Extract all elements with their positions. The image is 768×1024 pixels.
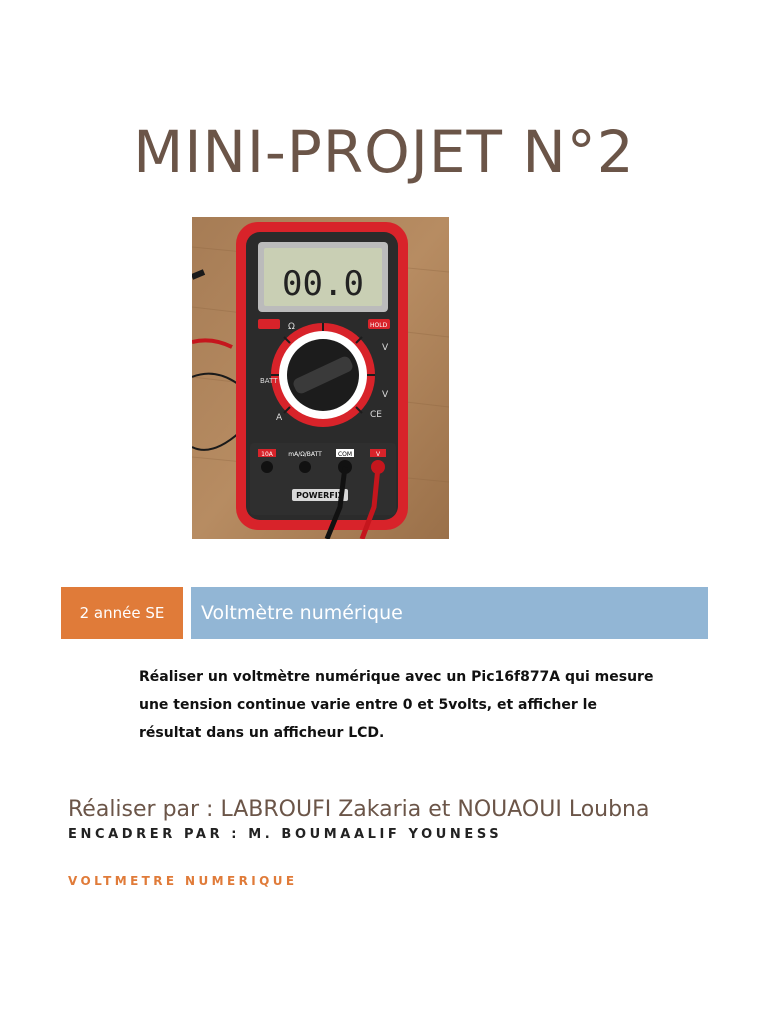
batt-label: BATT xyxy=(260,377,278,385)
multimeter-image xyxy=(192,217,449,539)
ac-volt-label: V xyxy=(382,390,389,400)
multimeter-photo xyxy=(192,217,449,539)
dc-volt-label: V xyxy=(382,343,389,353)
lcd-reading: 00.0 xyxy=(282,264,364,304)
class-badge: 2 année SE xyxy=(61,587,183,639)
amp-label: A xyxy=(276,413,283,423)
jack-label-com: COM xyxy=(337,451,353,458)
jack-label-10a: 10A xyxy=(261,451,273,458)
jack-10a[interactable] xyxy=(261,461,273,473)
brand-label: POWERFIX xyxy=(296,491,344,500)
jack-label-ma: mA/Ω/BATT xyxy=(288,451,322,458)
subject-banner: Voltmètre numérique xyxy=(191,587,708,639)
jack-label-v: V xyxy=(375,451,381,458)
jack-ma[interactable] xyxy=(299,461,311,473)
ohm-label: Ω xyxy=(288,322,295,332)
project-description: Réaliser un voltmètre numérique avec un Pic16f877A qui mesure une tension continue varie entre 0 et 5volts, et afficher le résultat dans un afficheur LCD. xyxy=(139,669,654,741)
footer-label: VOLTMETRE NUMERIQUE xyxy=(68,874,298,888)
document-title: MINI-PROJET N°2 xyxy=(133,118,635,186)
ce-mark: CE xyxy=(370,410,382,420)
power-button[interactable] xyxy=(258,319,280,329)
author-line: Réaliser par : LABROUFI Zakaria et NOUAOUI Loubna xyxy=(68,797,650,822)
hold-label: HOLD xyxy=(370,322,388,329)
supervisor-line: ENCADRER PAR : M. BOUMAALIF YOUNESS xyxy=(68,827,503,842)
